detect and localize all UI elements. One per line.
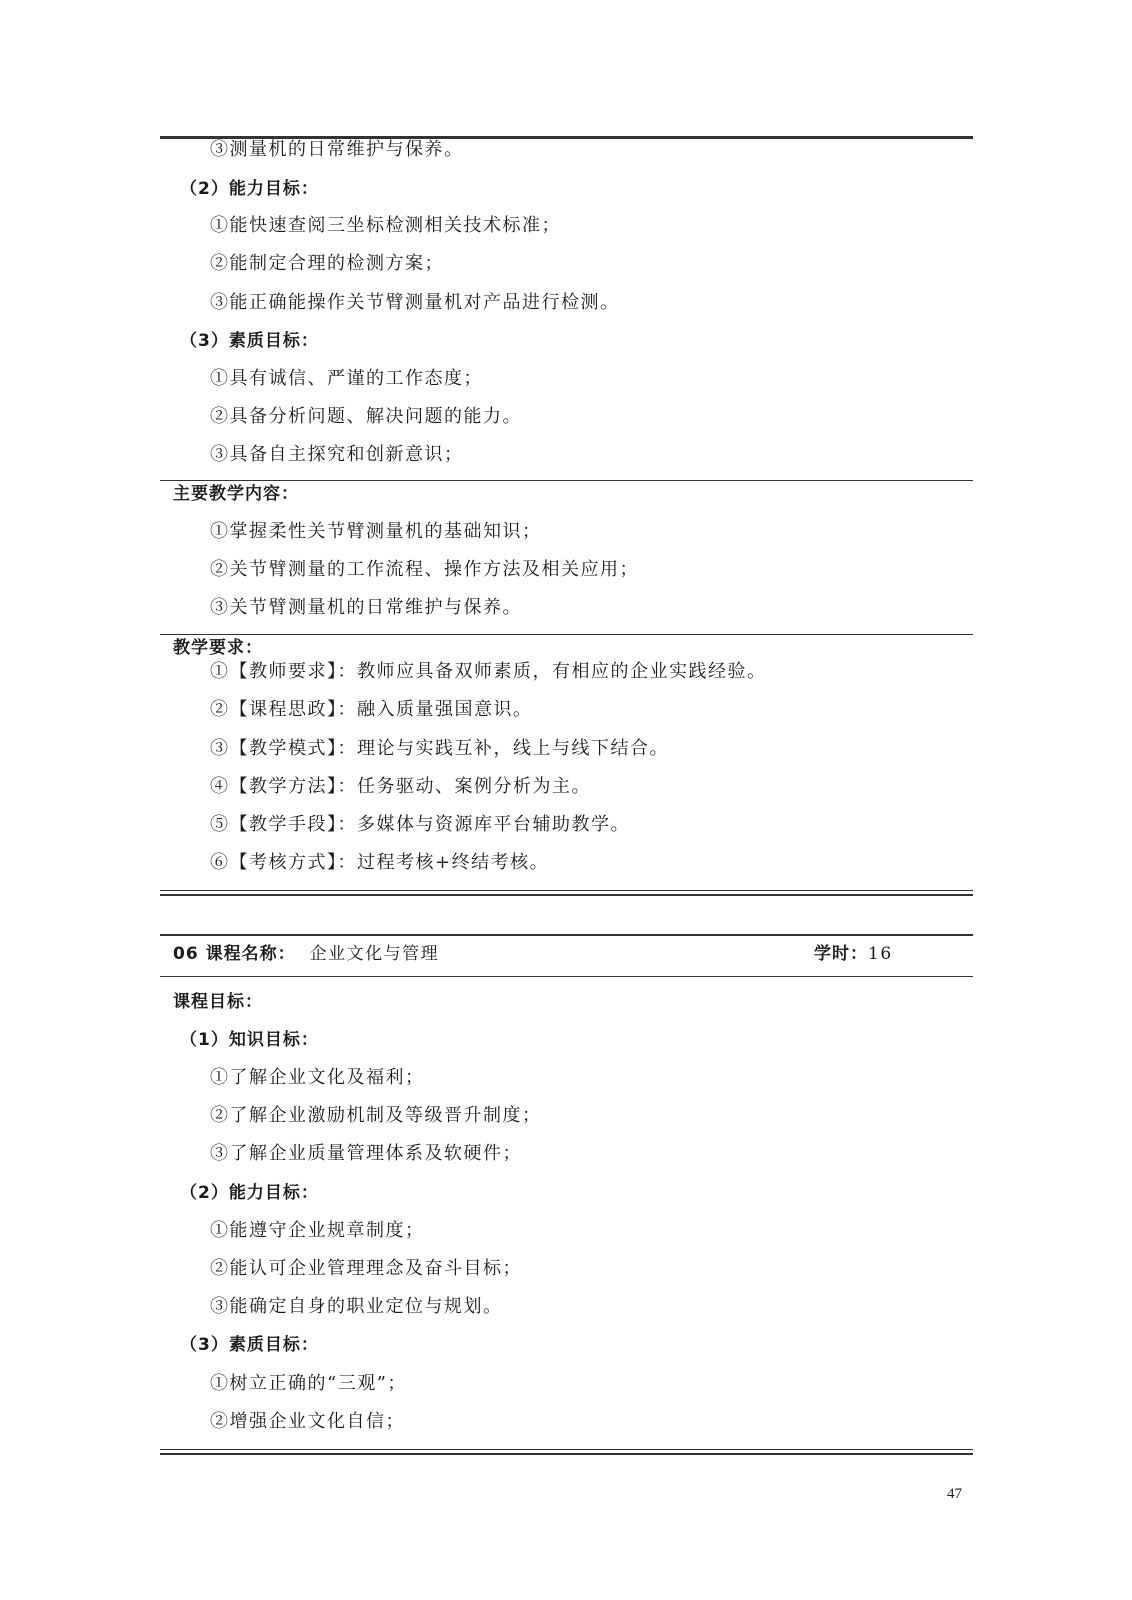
- course-name-row: [173, 942, 439, 966]
- row-divider: [160, 634, 973, 635]
- row-divider: [160, 976, 973, 977]
- table-top-rule: [160, 934, 973, 936]
- quality-item: ②增强企业文化自信；: [210, 1411, 405, 1432]
- table-bottom-rule: [160, 1453, 973, 1455]
- section-heading-ability: （2）能力目标：: [180, 179, 319, 199]
- hours-value: 16: [868, 944, 893, 964]
- table-bottom-rule: [160, 890, 973, 891]
- hours-label: 学时：: [814, 944, 868, 964]
- ability-item: ②能制定合理的检测方案；: [210, 253, 444, 274]
- requirement-item: ①【教师要求】：教师应具备双师素质，有相应的企业实践经验。: [210, 661, 767, 682]
- requirement-item: ③【教学模式】：理论与实践互补，线上与线下结合。: [210, 738, 669, 759]
- course-hours: [814, 942, 893, 966]
- quality-item: ①具有诚信、严谨的工作态度；: [210, 368, 483, 389]
- ability-item: ③能确定自身的职业定位与规划。: [210, 1296, 503, 1317]
- requirement-item: ⑥【考核方式】：过程考核+终结考核。: [210, 852, 550, 873]
- knowledge-item: ③了解企业质量管理体系及软硬件；: [210, 1143, 522, 1164]
- quality-item: ②具备分析问题、解决问题的能力。: [210, 406, 522, 427]
- section-heading-quality: （3）素质目标：: [180, 1335, 319, 1355]
- content-item: ③关节臂测量机的日常维护与保养。: [210, 597, 522, 618]
- section-heading-quality: （3）素质目标：: [180, 331, 319, 351]
- content-item: ②关节臂测量的工作流程、操作方法及相关应用；: [210, 559, 639, 580]
- requirement-item: ②【课程思政】：融入质量强国意识。: [210, 699, 533, 720]
- ability-item: ①能遵守企业规章制度；: [210, 1220, 425, 1241]
- quality-item: ③具备自主探究和创新意识；: [210, 444, 464, 465]
- knowledge-item: ②了解企业激励机制及等级晋升制度；: [210, 1105, 542, 1126]
- requirement-item: ④【教学方法】：任务驱动、案例分析为主。: [210, 776, 591, 797]
- knowledge-item: ③测量机的日常维护与保养。: [210, 139, 464, 160]
- section-heading-content: 主要教学内容：: [173, 484, 299, 504]
- row-divider: [160, 480, 973, 481]
- section-heading-objectives: 课程目标：: [173, 992, 263, 1012]
- section-heading-ability: （2）能力目标：: [180, 1183, 319, 1203]
- course-name-value: 企业文化与管理: [309, 944, 440, 964]
- knowledge-item: ①了解企业文化及福利；: [210, 1067, 425, 1088]
- content-item: ①掌握柔性关节臂测量机的基础知识；: [210, 521, 542, 542]
- table-bottom-rule: [160, 1449, 973, 1450]
- requirement-item: ⑤【教学手段】：多媒体与资源库平台辅助教学。: [210, 814, 630, 835]
- ability-item: ①能快速查阅三坐标检测相关技术标准；: [210, 215, 561, 236]
- course-name-label: 06 课程名称：: [173, 944, 296, 964]
- quality-item: ①树立正确的“三观”；: [210, 1373, 407, 1394]
- section-heading-requirements: 教学要求：: [173, 638, 263, 658]
- ability-item: ③能正确能操作关节臂测量机对产品进行检测。: [210, 292, 620, 313]
- ability-item: ②能认可企业管理理念及奋斗目标；: [210, 1258, 522, 1279]
- table-bottom-rule: [160, 894, 973, 896]
- section-heading-knowledge: （1）知识目标：: [180, 1030, 319, 1050]
- page-number: 47: [947, 1486, 962, 1502]
